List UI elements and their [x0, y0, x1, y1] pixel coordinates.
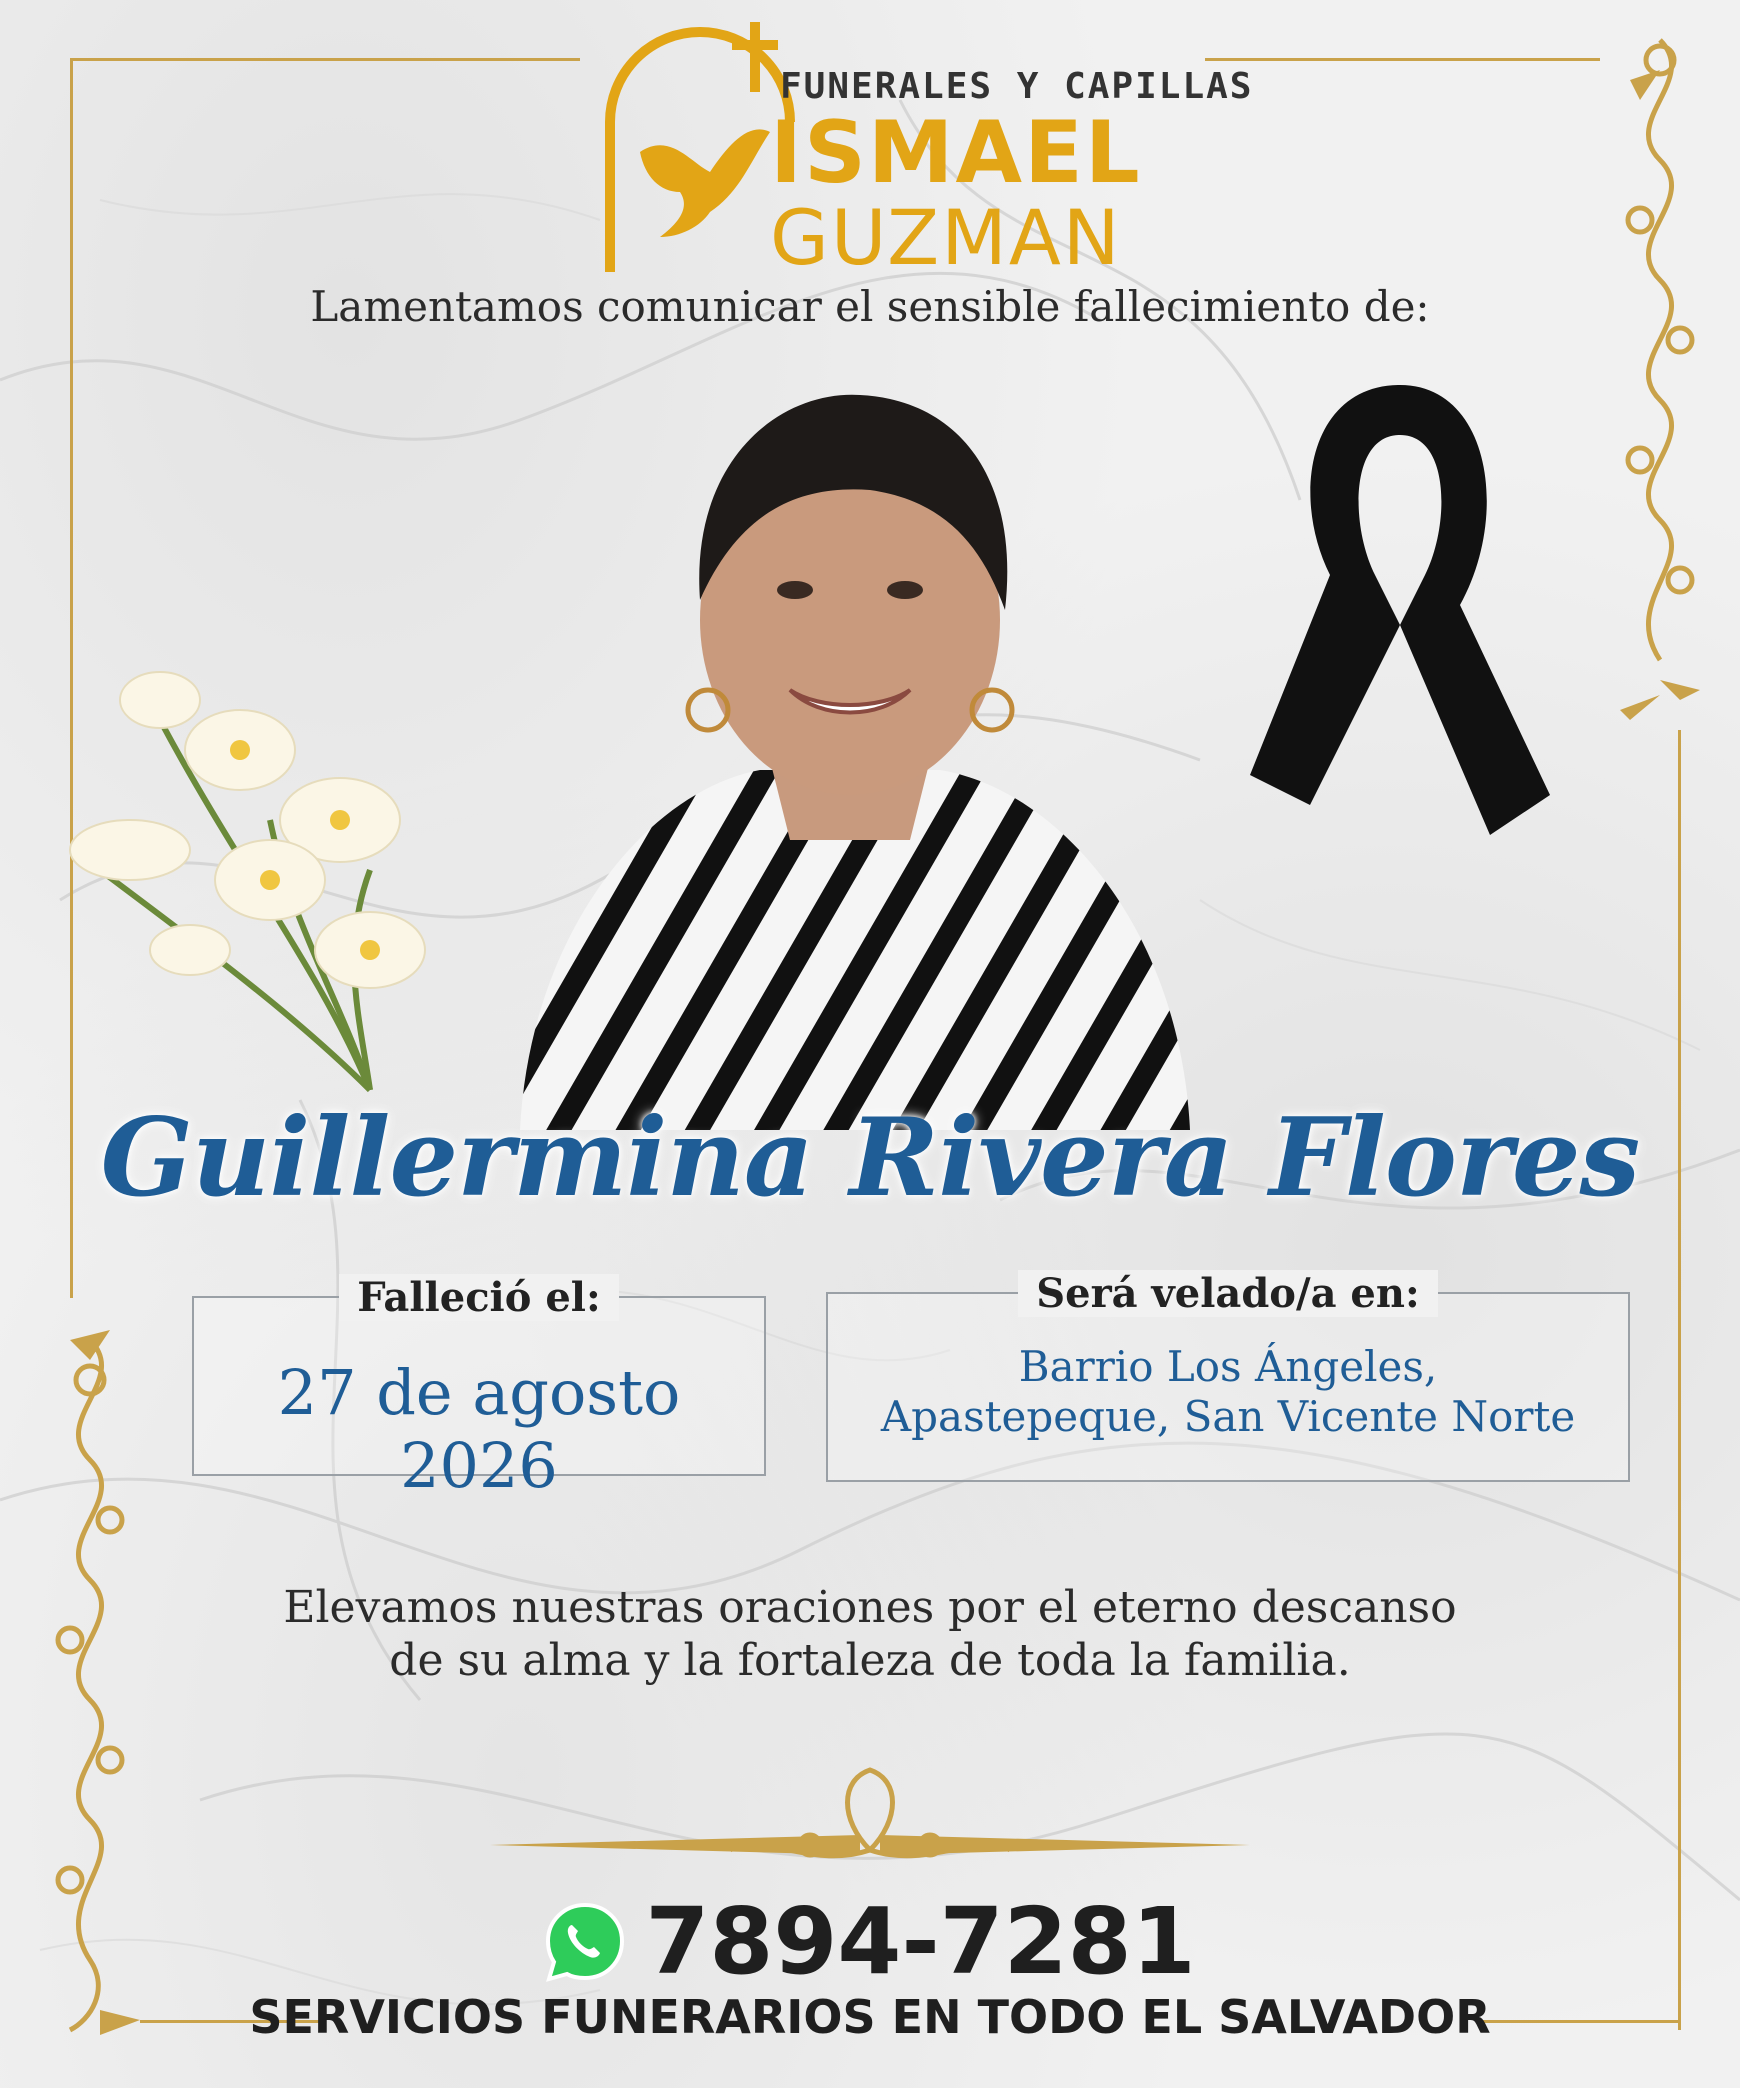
frame-top-right-line: [1205, 58, 1600, 61]
freesia-flowers-icon: [40, 620, 540, 1100]
ornament-bottom-center-icon: [480, 1760, 1260, 1890]
logo-name-last: GUZMAN: [770, 193, 1122, 282]
logo-name-first: ISMAEL: [770, 103, 1142, 203]
phone-number[interactable]: 7894-7281: [645, 1888, 1196, 1995]
death-date-title: Falleció el:: [339, 1274, 619, 1321]
intro-text: Lamentamos comunicar el sensible fallecimiento de:: [310, 282, 1430, 331]
logo-tagline: FUNERALES Y CAPILLAS: [780, 66, 1254, 107]
portrait-photo: [500, 370, 1200, 1130]
prayer-text: [0, 1582, 1740, 1688]
contact-row: [0, 1888, 1740, 1995]
funeral-home-logo: [600, 22, 1254, 282]
services-text: SERVICIOS FUNERARIOS EN TODO EL SALVADOR: [249, 1990, 1491, 2044]
mourning-ribbon-icon: [1250, 375, 1550, 895]
frame-right-line: [1678, 730, 1681, 2030]
wake-location-line2: Apastepeque, San Vicente Norte: [880, 1392, 1576, 1442]
wake-location-line1: Barrio Los Ángeles,: [1018, 1342, 1438, 1391]
death-date: 27 de agosto 2026: [277, 1356, 681, 1502]
ornament-right-icon: [1600, 20, 1720, 720]
prayer-line1: Elevamos nuestras oraciones por el eterno descanso: [283, 1582, 1457, 1633]
whatsapp-icon[interactable]: [544, 1901, 626, 1983]
frame-top-left-line: [70, 58, 580, 61]
prayer-line2: de su alma y la fortaleza de toda la familia.: [389, 1634, 1351, 1686]
death-date-box: [192, 1274, 766, 1502]
deceased-name: Guillermina Rivera Flores: [100, 1095, 1640, 1221]
wake-location-title: Será velado/a en:: [1018, 1270, 1437, 1317]
wake-location-box: [826, 1270, 1630, 1482]
